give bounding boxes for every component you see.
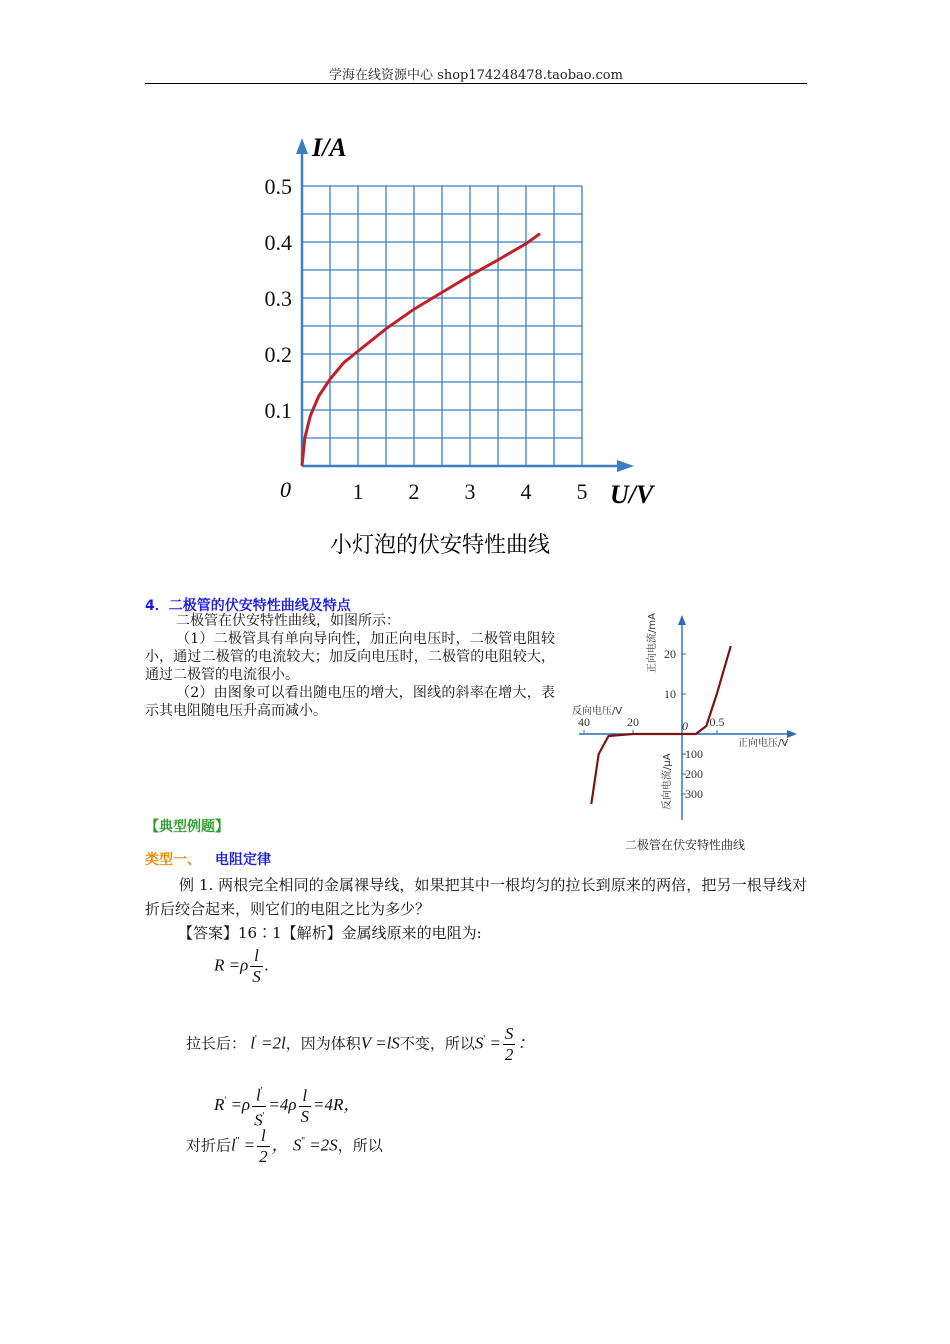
diode-x-tick-label: 40 bbox=[578, 715, 590, 729]
bulb-grid bbox=[302, 186, 582, 466]
x-axis-arrow bbox=[617, 460, 634, 472]
fold-prefix: 对折后 bbox=[186, 1136, 232, 1155]
section-4-point-2: （2）由图象可以看出随电压的增大，图线的斜率在增大，表示其电阻随电压升高而减小。 bbox=[145, 685, 555, 719]
diode-caption: 二极管在伏安特性曲线 bbox=[624, 838, 746, 852]
section-4-point-1: （1）二极管具有单向导向性，加正向电压时，二极管电阻较小，通过二极管的电流较大；加反向电压时，二极管的电阻较大，通过二极管的电流很小。 bbox=[145, 631, 555, 683]
answer-line: 【答案】16∶1【解析】金属线原来的电阻为: bbox=[178, 924, 482, 942]
diode-iv-chart bbox=[565, 605, 810, 860]
bulb-curve bbox=[302, 234, 540, 466]
diode-y-tick-label: 200 bbox=[685, 767, 703, 781]
formula-fold: 对折后l'' = $\frac{l}{2}$ ， S'' =2S，所以 bbox=[186, 1126, 383, 1166]
x-tick-label: 2 bbox=[408, 479, 420, 504]
bulb-tick-labels bbox=[265, 174, 588, 504]
bulb-origin-label: 0 bbox=[280, 477, 291, 502]
y-tick-label: 0.4 bbox=[264, 230, 292, 255]
y-tick-label: 0.3 bbox=[264, 286, 292, 311]
diode-y-tick-label: 10 bbox=[664, 687, 676, 701]
type-name: 电阻定律 bbox=[215, 852, 271, 868]
diode-x-arrow bbox=[787, 730, 797, 738]
y-tick-label: 0.1 bbox=[264, 398, 292, 423]
diode-x-positive-label: 正向电压/V bbox=[738, 738, 789, 749]
y-tick-label: 0.5 bbox=[264, 174, 292, 199]
section-4-title: 4．二极管的伏安特性曲线及特点 bbox=[145, 598, 351, 614]
diode-origin-label: 0 bbox=[682, 719, 688, 733]
diode-x-tick-label: 0.5 bbox=[709, 715, 725, 729]
x-tick-label: 4 bbox=[520, 479, 532, 504]
stretch-mid2: 不变，所以 bbox=[399, 1034, 475, 1053]
type-heading bbox=[145, 849, 271, 869]
examples-heading: 【典型例题】 bbox=[145, 819, 229, 835]
page-header: 学海在线资源中心 shop174248478.taobao.com bbox=[329, 68, 623, 83]
type-label: 类型一、 bbox=[145, 852, 201, 868]
diode-y-tick-label: 100 bbox=[685, 747, 703, 761]
y-axis-arrow bbox=[296, 138, 308, 154]
section-4-intro: 二极管在伏安特性曲线，如图所示： bbox=[176, 613, 400, 629]
x-tick-label: 1 bbox=[352, 479, 364, 504]
bulb-caption: 小灯泡的伏安特性曲线 bbox=[329, 533, 551, 558]
bulb-iv-chart bbox=[250, 130, 700, 570]
diode-y-tick-label: 20 bbox=[664, 647, 676, 661]
diode-y-negative-label: 反向电流/μA bbox=[662, 753, 673, 810]
diode-x-tick-label: 20 bbox=[627, 715, 639, 729]
stretch-mid: ，因为体积 bbox=[285, 1034, 361, 1053]
y-tick-label: 0.2 bbox=[264, 342, 292, 367]
fold-suffix: ，所以 bbox=[337, 1136, 383, 1155]
diode-y-arrow bbox=[678, 615, 686, 625]
example-1-question: 例 1. 两根完全相同的金属裸导线，如果把其中一根均匀的拉长到原来的两倍，把另一根导线对折后绞合起来，则它们的电阻之比为多少？ bbox=[145, 876, 807, 918]
diode-y-tick-label: 300 bbox=[685, 787, 703, 801]
formula-r-prime: R' =ρ $\frac{l'}{S'}$ =4ρ $\frac{l}{S}$ =4R， bbox=[214, 1082, 360, 1130]
x-tick-label: 3 bbox=[464, 479, 476, 504]
bulb-y-axis-label: I/A bbox=[312, 133, 347, 162]
diode-x-negative-label: 反向电压/V bbox=[572, 706, 623, 717]
x-tick-label: 5 bbox=[576, 479, 588, 504]
stretch-prefix: 拉长后： bbox=[186, 1034, 247, 1053]
bulb-axes bbox=[296, 138, 634, 472]
formula-r: R =ρ $\frac{l}{S}$ . bbox=[214, 946, 270, 986]
header-rule bbox=[145, 83, 807, 84]
formula-stretch: 拉长后： l' =2l，因为体积V =lS不变，所以S' = $\frac{S}{2}$ ： bbox=[186, 1024, 535, 1064]
bulb-x-axis-label: U/V bbox=[610, 480, 654, 509]
diode-y-positive-label: 正向电流/mA bbox=[647, 613, 658, 673]
